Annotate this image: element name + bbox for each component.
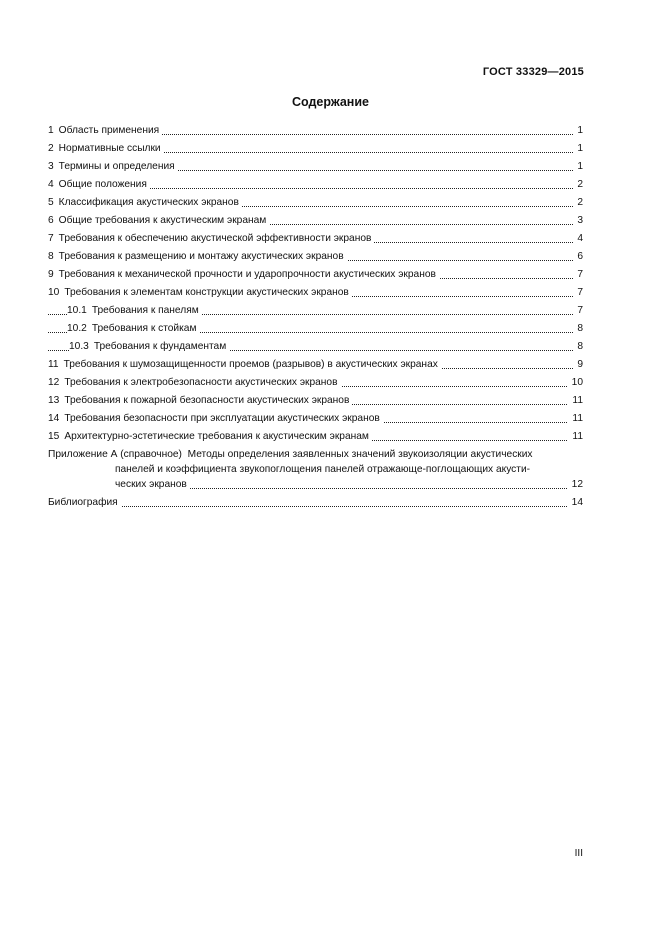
toc-entry-10-3[interactable] (48, 339, 583, 354)
toc-entry-label: Общие положения (58, 179, 147, 190)
toc-entry-11[interactable] (48, 357, 583, 372)
toc-entry-label: Требования к пожарной безопасности акустических экранов (64, 395, 350, 406)
toc-entry-13[interactable] (48, 393, 583, 408)
toc-entry-label: Требования к механической прочности и ударопрочности акустических экранов (58, 269, 436, 280)
toc-entry-label: Термины и определения (58, 161, 175, 172)
toc-entry-page: 1 (573, 123, 583, 138)
toc-entry-label: Общие требования к акустическим экранам (58, 215, 267, 226)
toc-entry-page: 11 (568, 429, 583, 444)
toc-title: Содержание (291, 95, 369, 109)
toc-entry-page: 7 (573, 285, 583, 300)
toc-entry-label: Требования к шумозащищенности проемов (разрывов) в акустических экранах (63, 359, 438, 370)
toc-entry-page: 14 (568, 495, 583, 510)
toc-entry-number: 1 (48, 125, 54, 136)
toc-entry-10-2[interactable] (48, 321, 583, 336)
toc-entry-page: 9 (573, 357, 583, 372)
toc-entry-8[interactable] (48, 249, 583, 264)
toc-entry-6[interactable] (48, 213, 583, 228)
toc-entry-page: 3 (573, 213, 583, 228)
toc-entry-4[interactable] (48, 177, 583, 192)
appendix-first-line (48, 447, 583, 462)
page-number: III (574, 848, 583, 859)
toc-entry-number: 6 (48, 215, 54, 226)
toc-entry-number: 5 (48, 197, 54, 208)
toc-entry-number: 3 (48, 161, 54, 172)
toc-entry-number: 8 (48, 251, 54, 262)
toc-entry-page: 1 (573, 141, 583, 156)
toc-entry-number: 7 (48, 233, 54, 244)
toc-entry-14[interactable] (48, 411, 583, 426)
toc-entry-1[interactable] (48, 123, 583, 138)
toc-entry-label: Требования к стойкам (91, 323, 197, 334)
toc-entry-page: 6 (573, 249, 583, 264)
toc-entry-label: Требования безопасности при эксплуатации акустических экранов (64, 413, 380, 424)
appendix-title-line-3: ческих экранов (115, 479, 190, 490)
toc-entry-label: Требования к фундаментам (93, 341, 227, 352)
appendix-continuation (48, 462, 583, 492)
table-of-contents (48, 123, 583, 513)
toc-entry-number: 10.1 (67, 305, 87, 316)
toc-entry-page: 7 (573, 267, 583, 282)
toc-entry-label: Требования к обеспечению акустической эффективности экранов (58, 233, 372, 244)
toc-entry-page: 2 (573, 177, 583, 192)
toc-entry-2[interactable] (48, 141, 583, 156)
toc-entry-number: 9 (48, 269, 54, 280)
appendix-last-line (115, 477, 583, 492)
toc-entry-page: 1 (573, 159, 583, 174)
toc-entry-page: 11 (568, 393, 583, 408)
toc-entry-number: 10.2 (67, 323, 87, 334)
toc-entry-number: 10.3 (69, 341, 89, 352)
toc-entry-page: 2 (573, 195, 583, 210)
toc-entry-number: 4 (48, 179, 54, 190)
toc-entry-number: 15 (48, 431, 60, 442)
appendix-prefix: Приложение А (справочное) (48, 449, 182, 460)
toc-entry-number: 10 (48, 287, 60, 298)
toc-entry-3[interactable] (48, 159, 583, 174)
toc-entry-appendix-a[interactable] (48, 447, 583, 492)
toc-entry-page: 7 (573, 303, 583, 318)
toc-entry-page: 8 (573, 339, 583, 354)
toc-entry-page: 10 (568, 375, 583, 390)
toc-entry-10-1[interactable] (48, 303, 583, 318)
toc-entry-number: 14 (48, 413, 60, 424)
toc-entry-12[interactable] (48, 375, 583, 390)
toc-entry-label: Библиография (48, 497, 121, 508)
toc-entry-number: 11 (48, 359, 59, 370)
toc-entry-label: Архитектурно-эстетические требования к акустическим экранам (64, 431, 369, 442)
toc-entry-label: Нормативные ссылки (58, 143, 161, 154)
toc-entry-label: Требования к панелям (91, 305, 199, 316)
toc-entry-label: Область применения (58, 125, 160, 136)
toc-entry-label: Требования к размещению и монтажу акустических экранов (58, 251, 344, 262)
toc-entry-10[interactable] (48, 285, 583, 300)
toc-entry-15[interactable] (48, 429, 583, 444)
appendix-title-line-2: панелей и коэффициента звукопоглощения панелей отражающе-поглощающих акусти- (115, 464, 531, 475)
toc-entry-page: 8 (573, 321, 583, 336)
toc-entry-label: Классификация акустических экранов (58, 197, 239, 208)
toc-entry-9[interactable] (48, 267, 583, 282)
toc-entry-page: 12 (568, 477, 583, 492)
toc-entry-page: 11 (568, 411, 583, 426)
toc-entry-7[interactable] (48, 231, 583, 246)
toc-entry-number: 13 (48, 395, 60, 406)
appendix-title-line-1: Методы определения заявленных значений звукоизоляции акустических (187, 449, 533, 460)
toc-entry-label: Требования к электробезопасности акустических экранов (64, 377, 338, 388)
document-code: ГОСТ 33329—2015 (482, 66, 584, 78)
toc-entry-number: 12 (48, 377, 60, 388)
toc-entry-number: 2 (48, 143, 54, 154)
toc-entry-5[interactable] (48, 195, 583, 210)
toc-entry-label: Требования к элементам конструкции акустических экранов (64, 287, 349, 298)
toc-entry-page: 4 (573, 231, 583, 246)
dot-leader (48, 506, 583, 507)
toc-entry-bibliography[interactable] (48, 495, 583, 510)
